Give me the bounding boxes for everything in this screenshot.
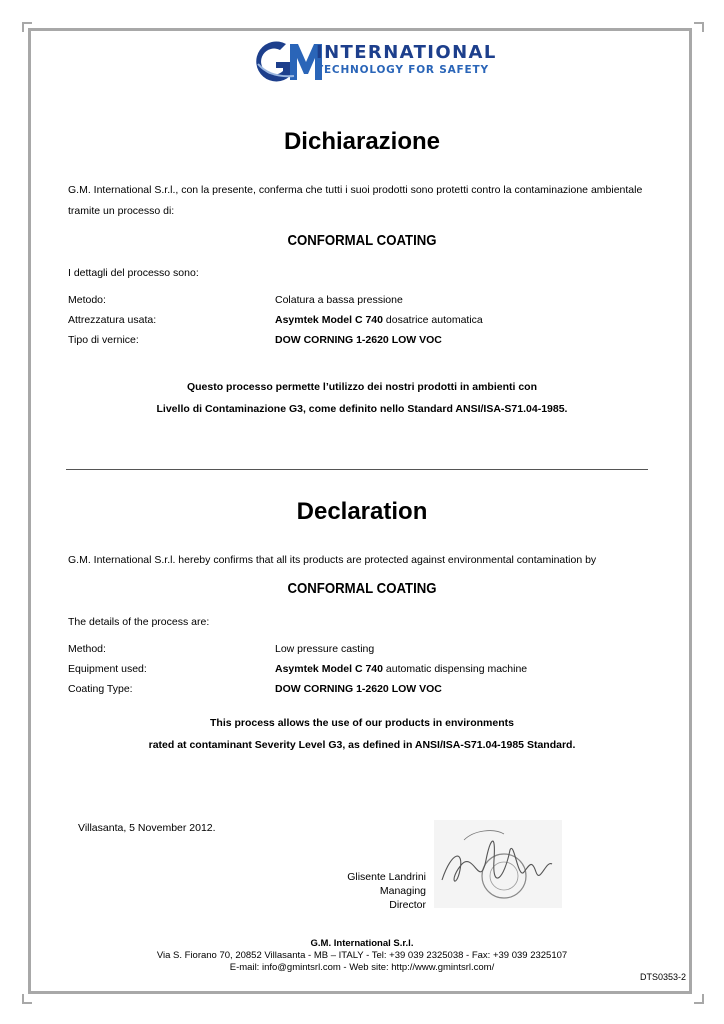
signatory-role: Managing Director: [379, 885, 426, 911]
italian-row-label: Attrezzatura usata:: [68, 314, 157, 326]
footer-address: Via S. Fiorano 70, 20852 Villasanta - MB – ITALY - Tel: +39 039 2325038 - Fax: +39 039 2325107: [156, 950, 568, 961]
english-row-label: Coating Type:: [68, 683, 133, 695]
company-logo: [250, 34, 497, 90]
value-text: automatic dispensing machine: [382, 663, 528, 675]
italian-intro-line2: tramite un processo di:: [68, 205, 175, 217]
footer-company: G.M. International S.r.l.: [310, 938, 414, 949]
signatory-block: [344, 870, 426, 912]
english-statement-line1: This process allows the use of our products in environments: [210, 717, 514, 729]
english-row-label: Equipment used:: [68, 663, 147, 675]
value-bold: DOW CORNING 1-2620 LOW VOC: [275, 334, 442, 346]
signature-stamp: [434, 820, 562, 908]
value-text: dosatrice automatica: [382, 314, 483, 326]
place-date: Villasanta, 5 November 2012.: [78, 822, 216, 834]
corner-mark: [22, 994, 32, 1004]
value-bold: Asymtek Model C 740: [275, 314, 383, 326]
value-bold: Asymtek Model C 740: [275, 663, 383, 675]
corner-mark: [694, 994, 704, 1004]
value-text: Colatura a bassa pressione: [275, 294, 403, 306]
logo-name: INTERNATIONAL: [316, 42, 497, 63]
signatory-name: Glisente Landrini: [347, 871, 426, 883]
section-divider: [66, 469, 648, 470]
italian-statement-line2: Livello di Contaminazione G3, come definito nello Standard ANSI/ISA-S71.04-1985.: [156, 403, 568, 415]
logo-tagline: TECHNOLOGY FOR SAFETY: [316, 64, 489, 76]
italian-intro-line1: G.M. International S.r.l., con la presente, conferma che tutti i suoi prodotti sono protetti contro la contaminazione ambientale: [68, 184, 643, 196]
italian-row-value: [275, 290, 403, 311]
logo-text: [316, 42, 497, 76]
document-code: DTS0353-2: [640, 972, 687, 982]
english-process-name: CONFORMAL COATING: [287, 580, 437, 597]
english-details-intro: The details of the process are:: [68, 616, 210, 628]
signature-icon: [434, 820, 562, 908]
english-row-value: [275, 679, 442, 700]
footer-contact: E-mail: info@gmintsrl.com - Web site: http://www.gmintsrl.com/: [229, 962, 495, 973]
italian-row-label: Metodo:: [68, 294, 106, 306]
italian-row-label: Tipo di vernice:: [68, 334, 139, 346]
italian-row-value: [275, 330, 442, 351]
corner-mark: [22, 22, 32, 32]
english-intro-line1: G.M. International S.r.l. hereby confirms that all its products are protected against environmental contamination by: [68, 554, 597, 566]
value-text: Low pressure casting: [275, 643, 375, 655]
italian-statement-line1: Questo processo permette l’utilizzo dei nostri prodotti in ambienti con: [186, 381, 538, 393]
italian-details-intro: I dettagli del processo sono:: [68, 267, 199, 279]
english-title: Declaration: [296, 498, 428, 525]
corner-mark: [694, 22, 704, 32]
english-row-value: [275, 659, 527, 680]
italian-title: Dichiarazione: [283, 128, 441, 155]
english-row-label: Method:: [68, 643, 106, 655]
italian-row-value: [275, 310, 483, 331]
value-bold: DOW CORNING 1-2620 LOW VOC: [275, 683, 442, 695]
italian-process-name: CONFORMAL COATING: [287, 232, 437, 249]
english-statement-line2: rated at contaminant Severity Level G3, as defined in ANSI/ISA-S71.04-1985 Standard.: [148, 739, 576, 751]
english-row-value: [275, 639, 374, 660]
